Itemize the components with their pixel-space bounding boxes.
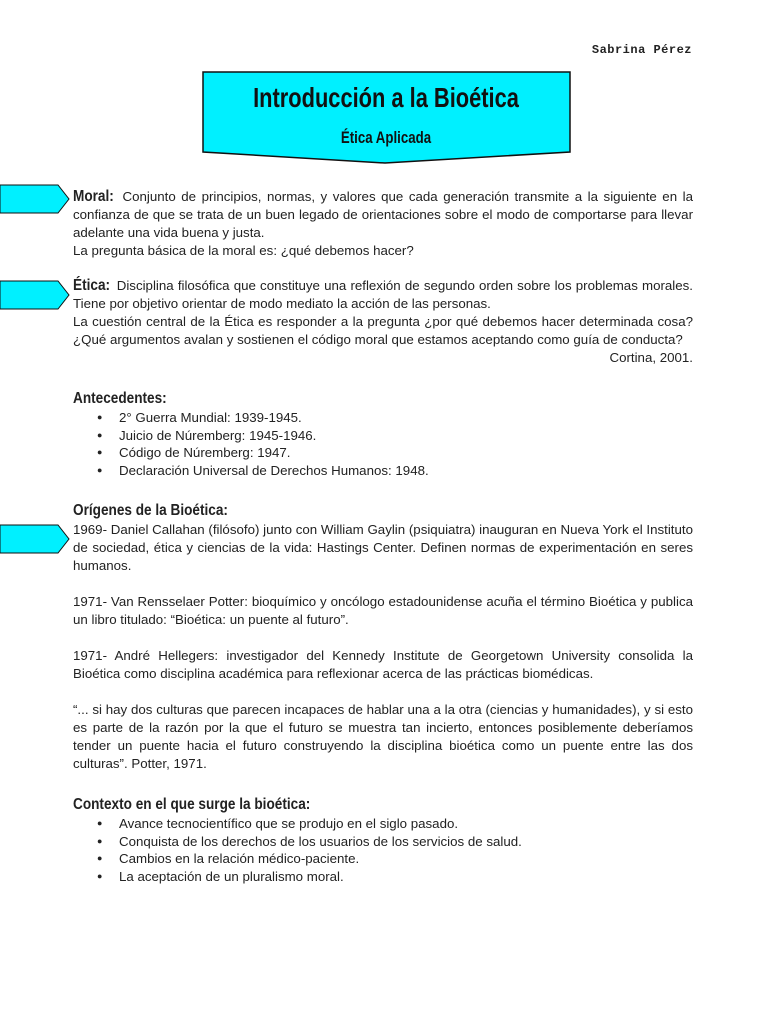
potter-quote: “... si hay dos culturas que parecen incapaces de hablar una a la otra (ciencias y humanidades), y si esto es parte de la razón por la que el futuro se muestra tan incierto, entonces posiblemente deberíamos tender un puente hacia el futuro construyendo la disciplina bioética como un puente entre las dos culturas”. Potter, 1971.	[73, 702, 693, 771]
list-item: ● 2° Guerra Mundial: 1939-1945.	[119, 409, 693, 427]
section-marker-origenes	[0, 524, 70, 554]
etica-definition	[73, 277, 693, 313]
moral-definition-text: Conjunto de principios, normas, y valores que cada generación transmite a la siguiente en la confianza de que se trata de un buen legado de orientaciones sobre el modo de comportarse para llevar adelante una vida buena y justa.	[73, 189, 693, 240]
contexto-list	[73, 815, 693, 885]
document-title: Introducción a la Bioética	[253, 82, 519, 113]
moral-term: Moral:	[73, 188, 114, 205]
title-banner	[200, 70, 572, 165]
antecedentes-list	[73, 409, 693, 479]
contexto-heading: Contexto en el que surge la bioética:	[73, 796, 311, 813]
antecedentes-heading: Antecedentes:	[73, 390, 167, 407]
list-item: ● Avance tecnocientífico que se produjo en el siglo pasado.	[119, 815, 693, 833]
list-item: ● Juicio de Núremberg: 1945-1946.	[119, 427, 693, 445]
list-item: ● Declaración Universal de Derechos Humanos: 1948.	[119, 462, 693, 480]
list-item: ● Cambios en la relación médico-paciente.	[119, 850, 693, 868]
etica-term: Ética:	[73, 277, 111, 294]
origenes-heading: Orígenes de la Bioética:	[73, 502, 228, 519]
section-marker-etica	[0, 280, 70, 310]
list-item: ● La aceptación de un pluralismo moral.	[119, 868, 693, 886]
author-name: Sabrina Pérez	[591, 43, 692, 57]
list-item: ● Código de Núremberg: 1947.	[119, 444, 693, 462]
etica-question: La cuestión central de la Ética es responder a la pregunta ¿por qué debemos hacer determinada cosa? ¿Qué argumentos avalan y sostienen el código moral que estamos aceptando como guía de conducta?	[73, 314, 693, 347]
document-body	[73, 188, 693, 885]
document-subtitle: Ética Aplicada	[340, 128, 432, 147]
origenes-paragraph: 1971- André Hellegers: investigador del Kennedy Institute de Georgetown University consolida la Bioética como disciplina académica para reflexionar acerca de las prácticas biomédicas.	[73, 648, 693, 681]
section-marker-moral	[0, 184, 70, 214]
origenes-paragraph: 1971- Van Rensselaer Potter: bioquímico y oncólogo estadounidense acuña el término Bioética y publica un libro titulado: “Bioética: un puente al futuro”.	[73, 594, 693, 627]
origenes-paragraph: 1969- Daniel Callahan (filósofo) junto con William Gaylin (psiquiatra) inauguran en Nueva York el Instituto de sociedad, ética y ciencias de la vida: Hastings Center. Definen normas de experimentación en seres humanos.	[73, 522, 693, 573]
moral-question: La pregunta básica de la moral es: ¿qué debemos hacer?	[73, 243, 414, 258]
etica-definition-text: Disciplina filosófica que constituye una reflexión de segundo orden sobre los problemas morales. Tiene por objetivo orientar de modo mediato la acción de las personas.	[73, 278, 693, 311]
moral-definition	[73, 188, 693, 242]
etica-citation: Cortina, 2001.	[609, 350, 693, 365]
list-item: ● Conquista de los derechos de los usuarios de los servicios de salud.	[119, 833, 693, 851]
